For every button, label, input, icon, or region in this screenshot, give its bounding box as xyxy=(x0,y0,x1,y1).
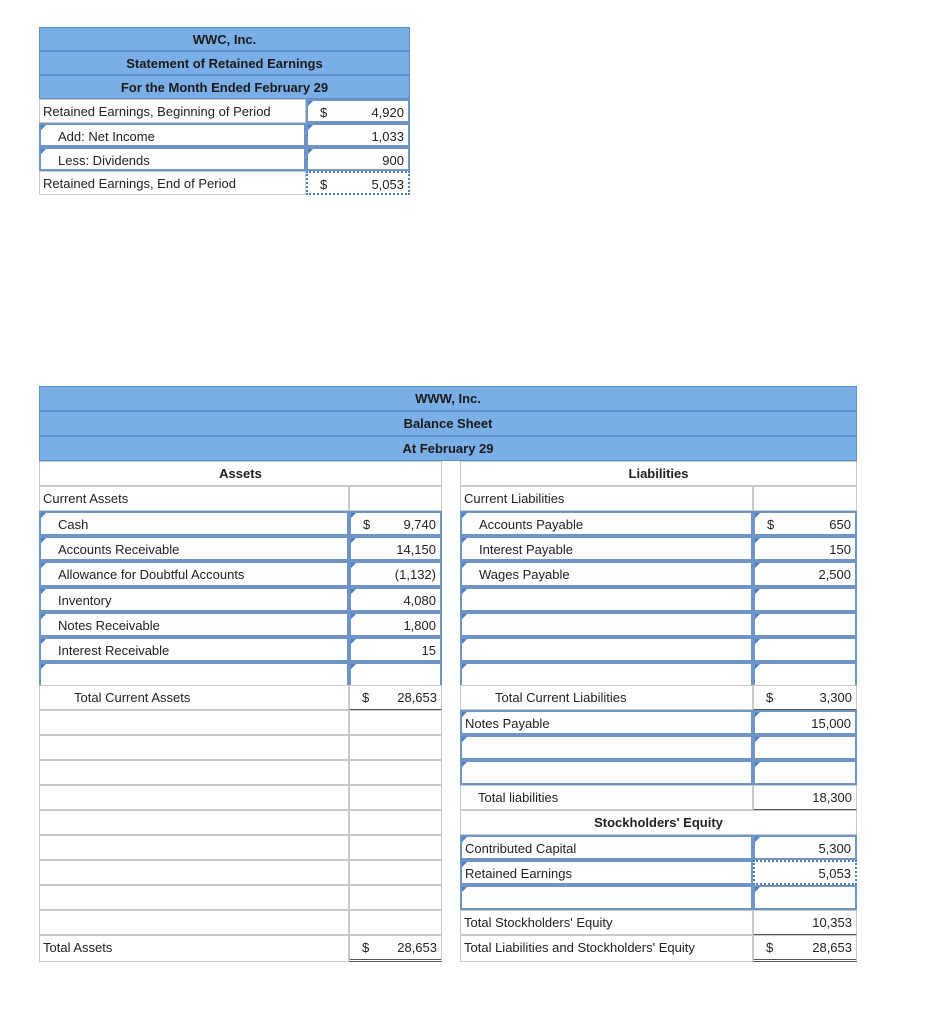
total-current-assets-amount xyxy=(349,685,442,710)
bs-company-name: WWW, Inc. xyxy=(39,386,857,411)
empty-cell xyxy=(39,785,349,810)
currency-symbol: $ xyxy=(363,517,371,532)
empty-cell xyxy=(39,910,349,935)
asset-notes-receivable-value[interactable]: 1,800 xyxy=(349,612,442,637)
currency-symbol: $ xyxy=(362,690,370,705)
re-beginning-amount[interactable] xyxy=(306,99,410,123)
liability-blank-label[interactable] xyxy=(460,760,753,785)
contributed-capital-value[interactable]: 5,300 xyxy=(753,835,857,860)
empty-cell xyxy=(39,810,349,835)
asset-cash-value: 9,740 xyxy=(403,517,436,532)
re-ending-value: 5,053 xyxy=(371,177,404,192)
asset-inventory-label[interactable]: Inventory xyxy=(39,587,349,612)
total-current-liabilities-label: Total Current Liabilities xyxy=(460,685,753,710)
asset-inventory-value[interactable]: 4,080 xyxy=(349,587,442,612)
asset-accounts-receivable-value[interactable]: 14,150 xyxy=(349,536,442,561)
total-assets-amount xyxy=(349,935,442,962)
empty-cell xyxy=(349,860,442,885)
total-assets-value: 28,653 xyxy=(397,940,437,955)
liability-blank-label[interactable] xyxy=(460,735,753,760)
bs-date: At February 29 xyxy=(39,436,857,461)
liability-blank-amount[interactable] xyxy=(753,587,857,612)
liability-wages-payable-value[interactable]: 2,500 xyxy=(753,561,857,587)
asset-interest-receivable-value[interactable]: 15 xyxy=(349,637,442,662)
liability-blank-label[interactable] xyxy=(460,612,753,637)
re-dividends-label[interactable]: Less: Dividends xyxy=(39,147,306,171)
re-company-name: WWC, Inc. xyxy=(39,27,410,51)
total-current-liabilities-amount xyxy=(753,685,857,710)
empty-cell xyxy=(349,760,442,785)
liability-accounts-payable-amount[interactable] xyxy=(753,511,857,536)
currency-symbol: $ xyxy=(320,177,328,192)
liabilities-heading: Liabilities xyxy=(460,461,857,486)
empty-cell xyxy=(39,835,349,860)
re-dividends-value[interactable]: 900 xyxy=(306,147,410,171)
total-liab-equity-label: Total Liabilities and Stockholders' Equity xyxy=(460,935,753,962)
retained-earnings-value: 5,053 xyxy=(753,860,857,885)
currency-symbol: $ xyxy=(766,690,774,705)
contributed-capital-label[interactable]: Contributed Capital xyxy=(460,835,753,860)
empty-cell xyxy=(349,785,442,810)
empty-cell xyxy=(39,885,349,910)
empty-cell xyxy=(349,710,442,735)
re-ending-amount xyxy=(306,171,410,195)
total-current-assets-value: 28,653 xyxy=(397,690,437,705)
empty-cell xyxy=(349,735,442,760)
total-equity-value: 10,353 xyxy=(753,910,857,935)
currency-symbol: $ xyxy=(362,940,370,955)
currency-symbol: $ xyxy=(767,517,775,532)
liability-blank-amount[interactable] xyxy=(753,612,857,637)
liability-blank-label[interactable] xyxy=(460,637,753,662)
asset-allowance-label[interactable]: Allowance for Doubtful Accounts xyxy=(39,561,349,587)
equity-blank-amount[interactable] xyxy=(753,885,857,910)
equity-heading: Stockholders' Equity xyxy=(460,810,857,835)
currency-symbol: $ xyxy=(320,105,328,120)
re-net-income-value[interactable]: 1,033 xyxy=(306,123,410,147)
currency-symbol: $ xyxy=(766,940,774,955)
liability-blank-amount[interactable] xyxy=(753,662,857,687)
empty-cell xyxy=(39,735,349,760)
liability-accounts-payable-label[interactable]: Accounts Payable xyxy=(460,511,753,536)
empty-cell xyxy=(349,835,442,860)
empty-cell xyxy=(349,810,442,835)
empty-cell xyxy=(39,860,349,885)
equity-blank-label[interactable] xyxy=(460,885,753,910)
asset-notes-receivable-label[interactable]: Notes Receivable xyxy=(39,612,349,637)
total-liabilities-label: Total liabilities xyxy=(460,785,753,810)
notes-payable-label[interactable]: Notes Payable xyxy=(460,710,753,735)
asset-cash-label[interactable]: Cash xyxy=(39,511,349,536)
re-ending-label: Retained Earnings, End of Period xyxy=(39,171,306,195)
total-liabilities-value: 18,300 xyxy=(753,785,857,810)
empty-cell xyxy=(39,710,349,735)
re-period: For the Month Ended February 29 xyxy=(39,75,410,99)
liability-accounts-payable-value: 650 xyxy=(829,517,851,532)
assets-heading: Assets xyxy=(39,461,442,486)
liability-interest-payable-value[interactable]: 150 xyxy=(753,536,857,561)
total-liab-equity-value: 28,653 xyxy=(812,940,852,955)
empty-cell xyxy=(349,885,442,910)
current-liabilities-label: Current Liabilities xyxy=(460,486,753,511)
asset-blank-label[interactable] xyxy=(39,662,349,687)
asset-cash-amount[interactable] xyxy=(349,511,442,536)
empty-cell xyxy=(39,760,349,785)
re-title: Statement of Retained Earnings xyxy=(39,51,410,75)
liability-wages-payable-label[interactable]: Wages Payable xyxy=(460,561,753,587)
asset-blank-amount[interactable] xyxy=(349,662,442,687)
total-liab-equity-amount xyxy=(753,935,857,962)
bs-title: Balance Sheet xyxy=(39,411,857,436)
empty-cell xyxy=(349,486,442,511)
asset-accounts-receivable-label[interactable]: Accounts Receivable xyxy=(39,536,349,561)
asset-allowance-value[interactable]: (1,132) xyxy=(349,561,442,587)
empty-cell xyxy=(349,910,442,935)
empty-cell xyxy=(753,486,857,511)
re-beginning-label: Retained Earnings, Beginning of Period xyxy=(39,99,306,123)
re-net-income-label[interactable]: Add: Net Income xyxy=(39,123,306,147)
total-assets-label: Total Assets xyxy=(39,935,349,962)
re-beginning-value: 4,920 xyxy=(371,105,404,120)
retained-earnings-label[interactable]: Retained Earnings xyxy=(460,860,753,885)
liability-blank-amount[interactable] xyxy=(753,735,857,760)
liability-blank-label[interactable] xyxy=(460,662,753,687)
total-current-liabilities-value: 3,300 xyxy=(819,690,852,705)
liability-interest-payable-label[interactable]: Interest Payable xyxy=(460,536,753,561)
liability-blank-amount[interactable] xyxy=(753,760,857,785)
liability-blank-amount[interactable] xyxy=(753,637,857,662)
current-assets-label: Current Assets xyxy=(39,486,349,511)
asset-interest-receivable-label[interactable]: Interest Receivable xyxy=(39,637,349,662)
total-current-assets-label: Total Current Assets xyxy=(39,685,349,710)
total-equity-label: Total Stockholders' Equity xyxy=(460,910,753,935)
liability-blank-label[interactable] xyxy=(460,587,753,612)
notes-payable-value[interactable]: 15,000 xyxy=(753,710,857,735)
